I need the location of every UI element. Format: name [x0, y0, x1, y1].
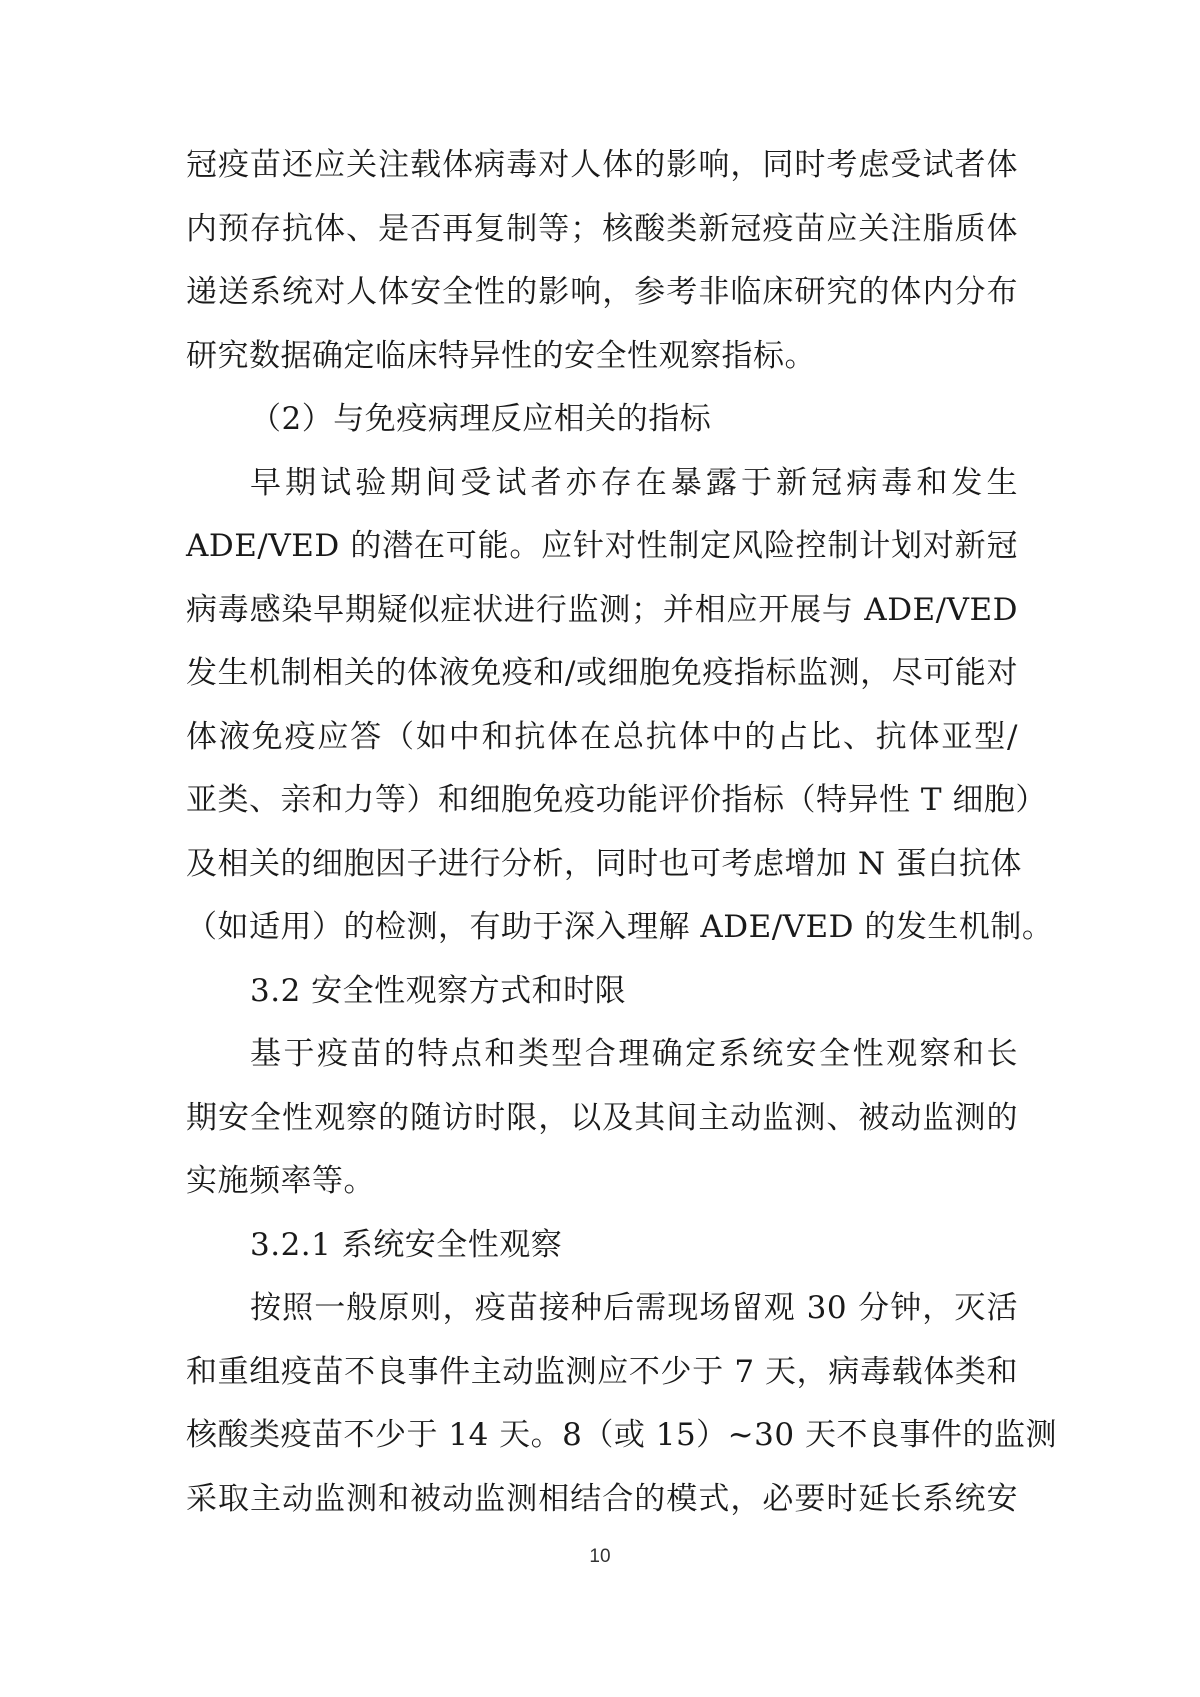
paragraph-line: 研究数据确定临床特异性的安全性观察指标。 — [186, 337, 816, 374]
paragraph-line: 和重组疫苗不良事件主动监测应不少于 7 天，病毒载体类和 — [186, 1353, 1018, 1390]
subsection-heading: （2）与免疫病理反应相关的指标 — [250, 401, 712, 437]
section-heading: 3.2.1 系统安全性观察 — [250, 1226, 563, 1263]
paragraph-line: 内预存抗体、是否再复制等；核酸类新冠疫苗应关注脂质体 — [186, 210, 1018, 247]
paragraph-line: 基于疫苗的特点和类型合理确定系统安全性观察和长 — [250, 1036, 1018, 1072]
paragraph-line: 采取主动监测和被动监测相结合的模式，必要时延长系统安 — [186, 1480, 1018, 1517]
paragraph-line: 发生机制相关的体液免疫和/或细胞免疫指标监测，尽可能对 — [186, 655, 1018, 691]
paragraph-line: ADE/VED 的潜在可能。应针对性制定风险控制计划对新冠 — [186, 528, 1018, 564]
paragraph-line: 递送系统对人体安全性的影响，参考非临床研究的体内分布 — [186, 274, 1018, 310]
paragraph-line: 核酸类疫苗不少于 14 天。8（或 15）~30 天不良事件的监测 — [186, 1417, 1057, 1453]
paragraph-line: 病毒感染早期疑似症状进行监测；并相应开展与 ADE/VED — [186, 591, 1018, 628]
paragraph-line: 及相关的细胞因子进行分析，同时也可考虑增加 N 蛋白抗体 — [186, 845, 1022, 882]
paragraph-line: 亚类、亲和力等）和细胞免疫功能评价指标（特异性 T 细胞） — [186, 782, 1047, 818]
paragraph-line: 按照一般原则，疫苗接种后需现场留观 30 分钟，灭活 — [250, 1290, 1018, 1326]
paragraph-line: 早期试验期间受试者亦存在暴露于新冠病毒和发生 — [250, 464, 1018, 501]
section-heading: 3.2 安全性观察方式和时限 — [250, 972, 627, 1009]
paragraph-line: 期安全性观察的随访时限，以及其间主动监测、被动监测的 — [186, 1099, 1018, 1136]
page-number: 10 — [589, 1546, 611, 1567]
paragraph-line: 冠疫苗还应关注载体病毒对人体的影响，同时考虑受试者体 — [186, 147, 1018, 183]
paragraph-line: （如适用）的检测，有助于深入理解 ADE/VED 的发生机制。 — [186, 909, 1054, 945]
paragraph-line: 体液免疫应答（如中和抗体在总抗体中的占比、抗体亚型/ — [186, 718, 1018, 755]
paragraph-line: 实施频率等。 — [186, 1163, 375, 1199]
